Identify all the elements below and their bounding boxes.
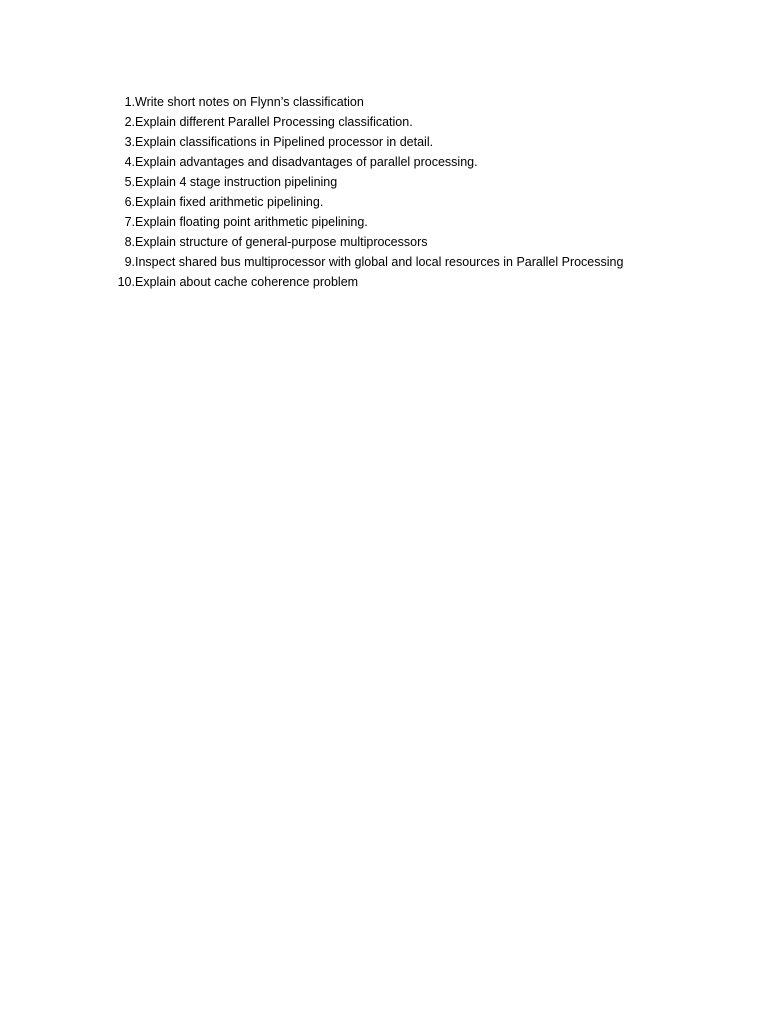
list-text: Write short notes on Flynn’s classification	[135, 95, 364, 109]
list-text: Explain about cache coherence problem	[135, 275, 359, 289]
list-number: 9.	[124, 255, 135, 269]
list-number-wrap	[106, 92, 135, 112]
list-number-wrap	[106, 232, 135, 252]
list-text: Explain advantages and disadvantages of parallel processing.	[135, 155, 478, 169]
list-item	[106, 192, 746, 212]
list-number: 7.	[124, 215, 135, 229]
list-item	[106, 172, 746, 192]
question-list	[106, 92, 746, 292]
list-number: 2.	[124, 115, 135, 129]
list-text: Explain classifications in Pipelined processor in detail.	[135, 135, 434, 149]
list-text: Explain fixed arithmetic pipelining.	[135, 195, 324, 209]
list-number: 5.	[124, 175, 135, 189]
list-number-wrap	[106, 252, 135, 272]
list-number-wrap	[106, 172, 135, 192]
list-number: 8.	[124, 235, 135, 249]
list-text: Explain structure of general-purpose multiprocessors	[135, 235, 428, 249]
list-item	[106, 152, 746, 172]
list-number: 1.	[124, 95, 135, 109]
list-text: Inspect shared bus multiprocessor with global and local resources in Parallel Processing	[135, 255, 624, 269]
list-item	[106, 92, 746, 112]
list-number-wrap	[106, 192, 135, 212]
list-number: 4.	[124, 155, 135, 169]
list-text: Explain 4 stage instruction pipelining	[135, 175, 338, 189]
list-text: Explain different Parallel Processing classification.	[135, 115, 413, 129]
list-number-wrap	[106, 272, 135, 292]
list-item	[106, 212, 746, 232]
list-number-wrap	[106, 132, 135, 152]
list-number-wrap	[106, 112, 135, 132]
list-number-wrap	[106, 212, 135, 232]
list-number: 3.	[124, 135, 135, 149]
list-item	[106, 132, 746, 152]
list-item	[106, 252, 746, 272]
list-item	[106, 112, 746, 132]
list-number: 6.	[124, 195, 135, 209]
list-text: Explain floating point arithmetic pipelining.	[135, 215, 368, 229]
list-number-wrap	[106, 152, 135, 172]
list-item	[106, 232, 746, 252]
list-number: 10.	[117, 275, 135, 289]
list-item	[106, 272, 746, 292]
